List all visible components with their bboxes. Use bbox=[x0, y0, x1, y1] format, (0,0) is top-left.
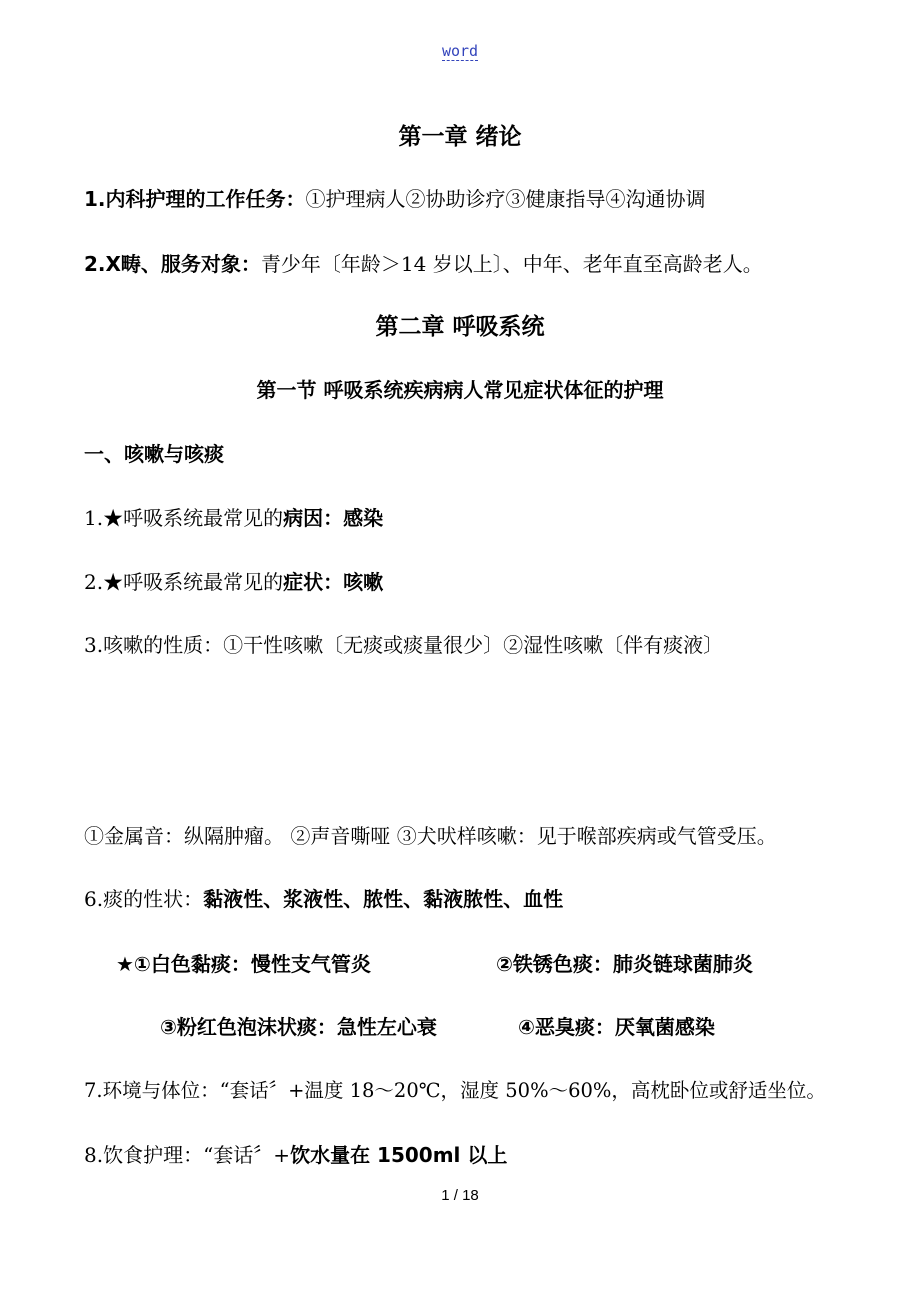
sputum-type-1 bbox=[116, 952, 371, 976]
subheading-cough bbox=[84, 442, 224, 466]
heading-text: 第二章 呼吸系统 bbox=[375, 314, 545, 340]
item-5 bbox=[84, 824, 777, 848]
text: 3.咳嗽的性质：①干性咳嗽〔无痰或痰量很少〕②湿性咳嗽〔伴有痰液〕 bbox=[84, 633, 724, 657]
chapter-2-title bbox=[0, 315, 920, 339]
heading-text: 一、咳嗽与咳痰 bbox=[84, 442, 224, 466]
bold-text: 饮水量在 1500ml 以上 bbox=[290, 1143, 508, 1167]
word-link[interactable]: word bbox=[441, 42, 479, 60]
header-word-link[interactable] bbox=[0, 42, 920, 60]
sputum-type-4 bbox=[518, 1015, 715, 1039]
sputum-type-2 bbox=[496, 952, 753, 976]
item-2 bbox=[84, 570, 383, 594]
item-1 bbox=[84, 506, 383, 530]
bold-text: 黏液性、浆液性、脓性、黏液脓性、血性 bbox=[203, 887, 564, 911]
bold-text: 2.X畴、服务对象： bbox=[84, 252, 261, 276]
text: 7.环境与体位：“套话〞+温度 18～20℃，湿度 50%～60%，高枕卧位或舒适坐位。 bbox=[84, 1079, 826, 1102]
chapter-1-title bbox=[0, 125, 920, 149]
text: 6.痰的性状： bbox=[84, 887, 204, 911]
bold-text: ②铁锈色痰：肺炎链球菌肺炎 bbox=[496, 952, 753, 976]
bold-text: ★①白色黏痰：慢性支气管炎 bbox=[116, 952, 371, 976]
bold-text: ④恶臭痰：厌氧菌感染 bbox=[518, 1015, 715, 1039]
sputum-type-3 bbox=[160, 1015, 437, 1039]
bold-text: 症状：咳嗽 bbox=[283, 570, 384, 594]
text: 1.★呼吸系统最常见的 bbox=[84, 506, 284, 530]
page-number: 1 / 18 bbox=[441, 1187, 479, 1204]
text: ①护理病人②协助诊疗③健康指导④沟通协调 bbox=[305, 187, 706, 211]
paragraph-1 bbox=[84, 187, 706, 211]
bold-text: 病因：感染 bbox=[283, 506, 384, 530]
text: 青少年〔年龄＞14 岁以上〕、中年、老年直至高龄老人。 bbox=[260, 252, 763, 276]
section-1-title bbox=[0, 378, 920, 402]
item-3 bbox=[84, 633, 723, 657]
bold-text: ③粉红色泡沫状痰：急性左心衰 bbox=[160, 1015, 437, 1039]
item-7 bbox=[84, 1079, 826, 1103]
paragraph-2 bbox=[84, 252, 763, 276]
bold-text: 1.内科护理的工作任务： bbox=[84, 187, 306, 211]
item-8 bbox=[84, 1143, 507, 1167]
text: 8.饮食护理：“套话〞+ bbox=[84, 1143, 291, 1167]
item-6 bbox=[84, 887, 563, 911]
text: 2.★呼吸系统最常见的 bbox=[84, 570, 284, 594]
heading-text: 第一节 呼吸系统疾病病人常见症状体征的护理 bbox=[256, 378, 664, 402]
text: ①金属音：纵隔肿瘤。 ②声音嘶哑 ③犬吠样咳嗽：见于喉部疾病或气管受压。 bbox=[84, 824, 777, 848]
heading-text: 第一章 绪论 bbox=[398, 124, 522, 150]
